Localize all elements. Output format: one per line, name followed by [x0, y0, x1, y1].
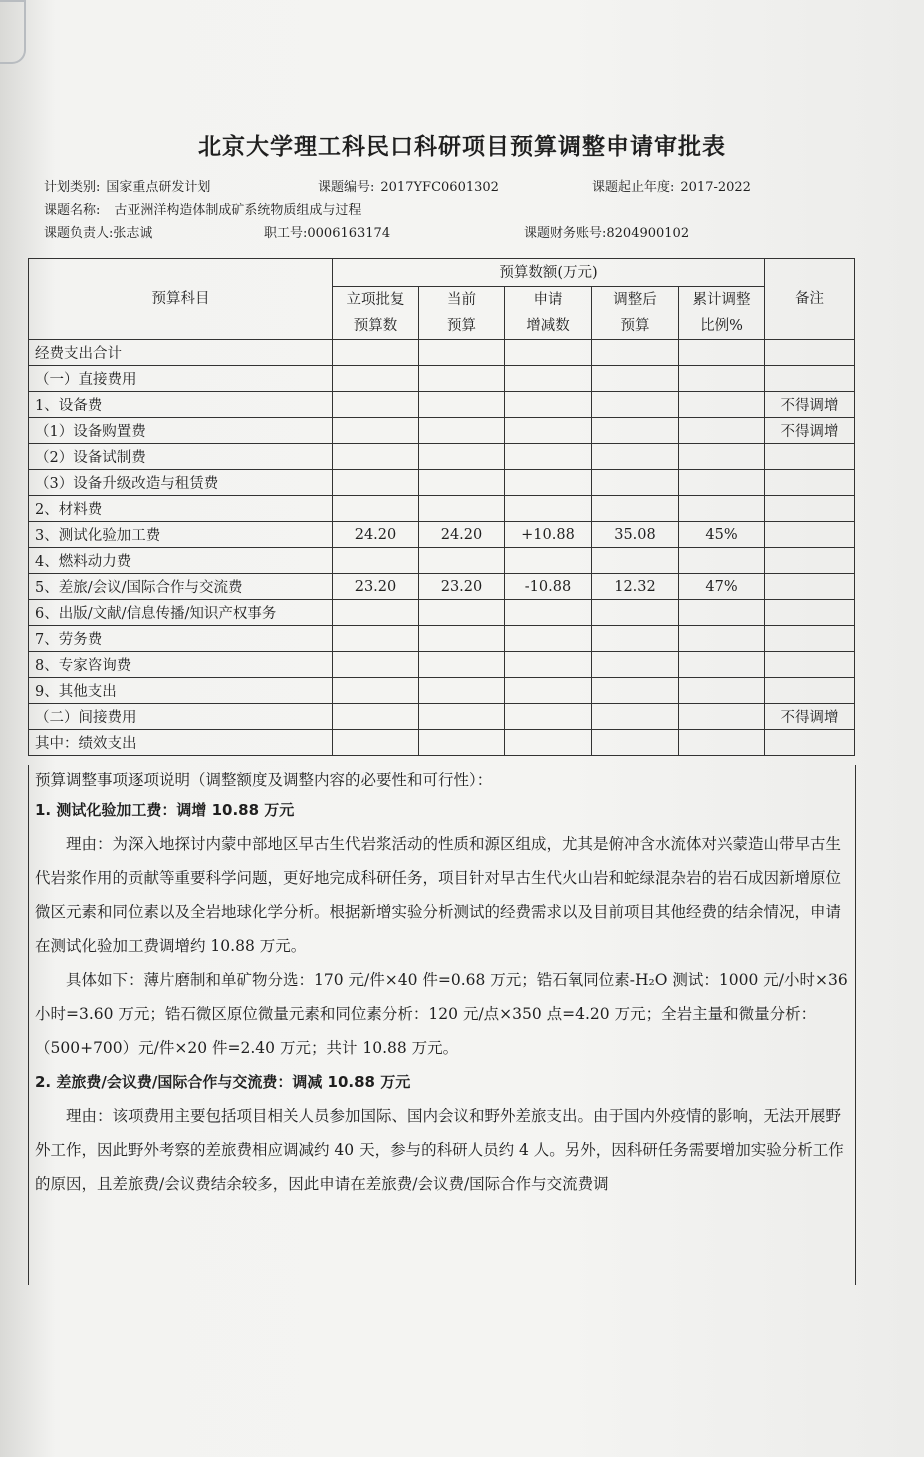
row-value	[679, 392, 765, 418]
header-remark: 备注	[765, 259, 855, 340]
row-value	[679, 704, 765, 730]
table-row	[29, 522, 855, 548]
row-value	[679, 626, 765, 652]
row-subject: （1）设备购置费	[29, 418, 333, 444]
document-title: 北京大学理工科民口科研项目预算调整申请审批表	[198, 134, 726, 160]
table-row	[29, 730, 855, 756]
row-value	[419, 678, 505, 704]
row-value	[333, 418, 419, 444]
row-value	[419, 366, 505, 392]
row-value	[592, 730, 679, 756]
row-value	[419, 600, 505, 626]
project-leader: 课题负责人:张志诚	[44, 226, 153, 241]
project-code: 课题编号: 2017YFC0601302	[318, 180, 499, 195]
row-value	[333, 652, 419, 678]
row-remark	[765, 496, 855, 522]
budget-table	[28, 258, 855, 756]
row-value	[505, 600, 592, 626]
row-value	[592, 470, 679, 496]
table-row	[29, 600, 855, 626]
table-row	[29, 678, 855, 704]
row-subject: 4、燃料动力费	[29, 548, 333, 574]
row-value	[505, 548, 592, 574]
row-value	[505, 678, 592, 704]
row-value	[679, 730, 765, 756]
section1-title: 1. 测试化验加工费：调增 10.88 万元	[35, 801, 295, 819]
row-subject: 5、差旅/会议/国际合作与交流费	[29, 574, 333, 600]
row-value	[333, 548, 419, 574]
table-row	[29, 340, 855, 366]
project-name: 课题名称: 古亚洲洋构造体制成矿系统物质组成与过程	[44, 203, 362, 218]
row-value	[592, 548, 679, 574]
row-value: +10.88	[505, 522, 592, 548]
row-value	[419, 444, 505, 470]
row-value	[592, 600, 679, 626]
row-remark	[765, 678, 855, 704]
row-value	[333, 730, 419, 756]
row-value	[333, 600, 419, 626]
row-value	[333, 704, 419, 730]
header-adjusted-budget: 调整后 预算	[592, 287, 679, 340]
row-value	[679, 444, 765, 470]
row-remark	[765, 652, 855, 678]
row-value	[505, 704, 592, 730]
row-remark	[765, 548, 855, 574]
row-value	[505, 470, 592, 496]
header-approved-budget: 立项批复 预算数	[333, 287, 419, 340]
row-remark: 不得调增	[765, 392, 855, 418]
row-value	[592, 366, 679, 392]
row-value	[592, 444, 679, 470]
row-remark	[765, 340, 855, 366]
row-value	[419, 496, 505, 522]
row-remark	[765, 730, 855, 756]
row-subject: （3）设备升级改造与租赁费	[29, 470, 333, 496]
row-value	[333, 392, 419, 418]
row-value: 23.20	[419, 574, 505, 600]
row-value	[419, 548, 505, 574]
row-value: 47%	[679, 574, 765, 600]
table-row	[29, 366, 855, 392]
row-value: 45%	[679, 522, 765, 548]
staff-number: 职工号:0006163174	[264, 226, 391, 241]
row-value	[419, 626, 505, 652]
row-value	[505, 626, 592, 652]
row-value	[592, 392, 679, 418]
row-value	[505, 366, 592, 392]
row-value: 24.20	[333, 522, 419, 548]
row-value	[419, 418, 505, 444]
row-value	[679, 496, 765, 522]
row-value	[505, 730, 592, 756]
header-subject: 预算科目	[29, 259, 333, 340]
paper-clip	[0, 0, 26, 64]
header-cumulative-ratio: 累计调整 比例%	[679, 287, 765, 340]
table-row	[29, 704, 855, 730]
row-value	[679, 678, 765, 704]
plan-category: 计划类别: 国家重点研发计划	[44, 180, 211, 195]
row-subject: 7、劳务费	[29, 626, 333, 652]
row-value	[679, 470, 765, 496]
project-years: 课题起止年度: 2017-2022	[592, 180, 751, 195]
row-value	[333, 678, 419, 704]
row-subject: 6、出版/文献/信息传播/知识产权事务	[29, 600, 333, 626]
row-value	[679, 548, 765, 574]
row-value	[679, 418, 765, 444]
row-value	[505, 340, 592, 366]
row-subject: 8、专家咨询费	[29, 652, 333, 678]
row-remark: 不得调增	[765, 704, 855, 730]
row-value	[679, 366, 765, 392]
row-value: 35.08	[592, 522, 679, 548]
row-value	[505, 418, 592, 444]
table-row	[29, 574, 855, 600]
row-value	[679, 652, 765, 678]
row-value	[505, 652, 592, 678]
row-subject: 1、设备费	[29, 392, 333, 418]
row-value	[419, 340, 505, 366]
row-value	[592, 678, 679, 704]
row-value	[419, 652, 505, 678]
row-subject: （一）直接费用	[29, 366, 333, 392]
row-value	[333, 496, 419, 522]
row-remark	[765, 366, 855, 392]
header-budget-amount: 预算数额(万元)	[333, 259, 765, 287]
row-value	[505, 496, 592, 522]
row-value: 12.32	[592, 574, 679, 600]
row-value	[592, 652, 679, 678]
row-value	[333, 340, 419, 366]
row-value	[679, 600, 765, 626]
row-subject: 经费支出合计	[29, 340, 333, 366]
row-value	[592, 704, 679, 730]
row-subject: 2、材料费	[29, 496, 333, 522]
row-value	[419, 704, 505, 730]
row-value	[679, 340, 765, 366]
row-value	[333, 366, 419, 392]
row-remark	[765, 444, 855, 470]
table-row	[29, 652, 855, 678]
row-subject: （2）设备试制费	[29, 444, 333, 470]
row-value	[592, 340, 679, 366]
row-value	[419, 392, 505, 418]
row-remark	[765, 470, 855, 496]
row-remark	[765, 574, 855, 600]
table-row	[29, 444, 855, 470]
row-value	[333, 626, 419, 652]
table-row	[29, 392, 855, 418]
header-current-budget: 当前 预算	[419, 287, 505, 340]
section2-title: 2. 差旅费/会议费/国际合作与交流费：调减 10.88 万元	[35, 1073, 411, 1091]
explanation-intro: 预算调整事项逐项说明（调整额度及调整内容的必要性和可行性）：	[35, 771, 493, 789]
row-remark	[765, 600, 855, 626]
row-value	[505, 392, 592, 418]
row-remark	[765, 522, 855, 548]
table-row	[29, 548, 855, 574]
row-subject: 9、其他支出	[29, 678, 333, 704]
section2-reason: 理由：该项费用主要包括项目相关人员参加国际、国内会议和野外差旅支出。由于国内外疫情的影响，无法开展野外工作，因此野外考察的差旅费相应调减约 40 天，参与的科研人员约 4 人。另外，因科研任务需要增加实验分析工作的原因，且差旅费/会议费结余较多，因此申请在差旅费/会议费/国际合作与交流费调	[35, 1107, 844, 1193]
table-row	[29, 470, 855, 496]
row-subject: （二）间接费用	[29, 704, 333, 730]
row-value	[419, 730, 505, 756]
explanation-section	[28, 765, 856, 1285]
row-remark: 不得调增	[765, 418, 855, 444]
row-value	[592, 418, 679, 444]
row-value: 24.20	[419, 522, 505, 548]
row-value: 23.20	[333, 574, 419, 600]
row-value	[592, 496, 679, 522]
row-value	[419, 470, 505, 496]
row-value	[333, 470, 419, 496]
row-value	[592, 626, 679, 652]
section1-reason: 理由：为深入地探讨内蒙中部地区早古生代岩浆活动的性质和源区组成，尤其是俯冲含水流体对兴蒙造山带早古生代岩浆作用的贡献等重要科学问题，更好地完成科研任务，项目针对早古生代火山岩和蛇绿混杂岩的岩石成因新增原位微区元素和同位素以及全岩地球化学分析。根据新增实验分析测试的经费需求以及目前项目其他经费的结余情况，申请在测试化验加工费调增约 10.88 万元。	[35, 835, 842, 955]
row-remark	[765, 626, 855, 652]
row-subject: 其中：绩效支出	[29, 730, 333, 756]
row-value	[505, 444, 592, 470]
section1-detail: 具体如下：薄片磨制和单矿物分选：170 元/件×40 件=0.68 万元；锆石氧同位素-H₂O 测试：1000 元/小时×36 小时=3.60 万元；锆石微区原位微量元素和同位素分析：120 元/点×350 点=4.20 万元；全岩主量和微量分析：（500+700）元/件×20 件=2.40 万元；共计 10.88 万元。	[35, 971, 848, 1057]
finance-account: 课题财务账号:8204900102	[524, 226, 690, 241]
header-requested-change: 申请 增减数	[505, 287, 592, 340]
row-subject: 3、测试化验加工费	[29, 522, 333, 548]
table-row	[29, 418, 855, 444]
row-value	[333, 444, 419, 470]
row-value: -10.88	[505, 574, 592, 600]
table-row	[29, 626, 855, 652]
table-row	[29, 496, 855, 522]
